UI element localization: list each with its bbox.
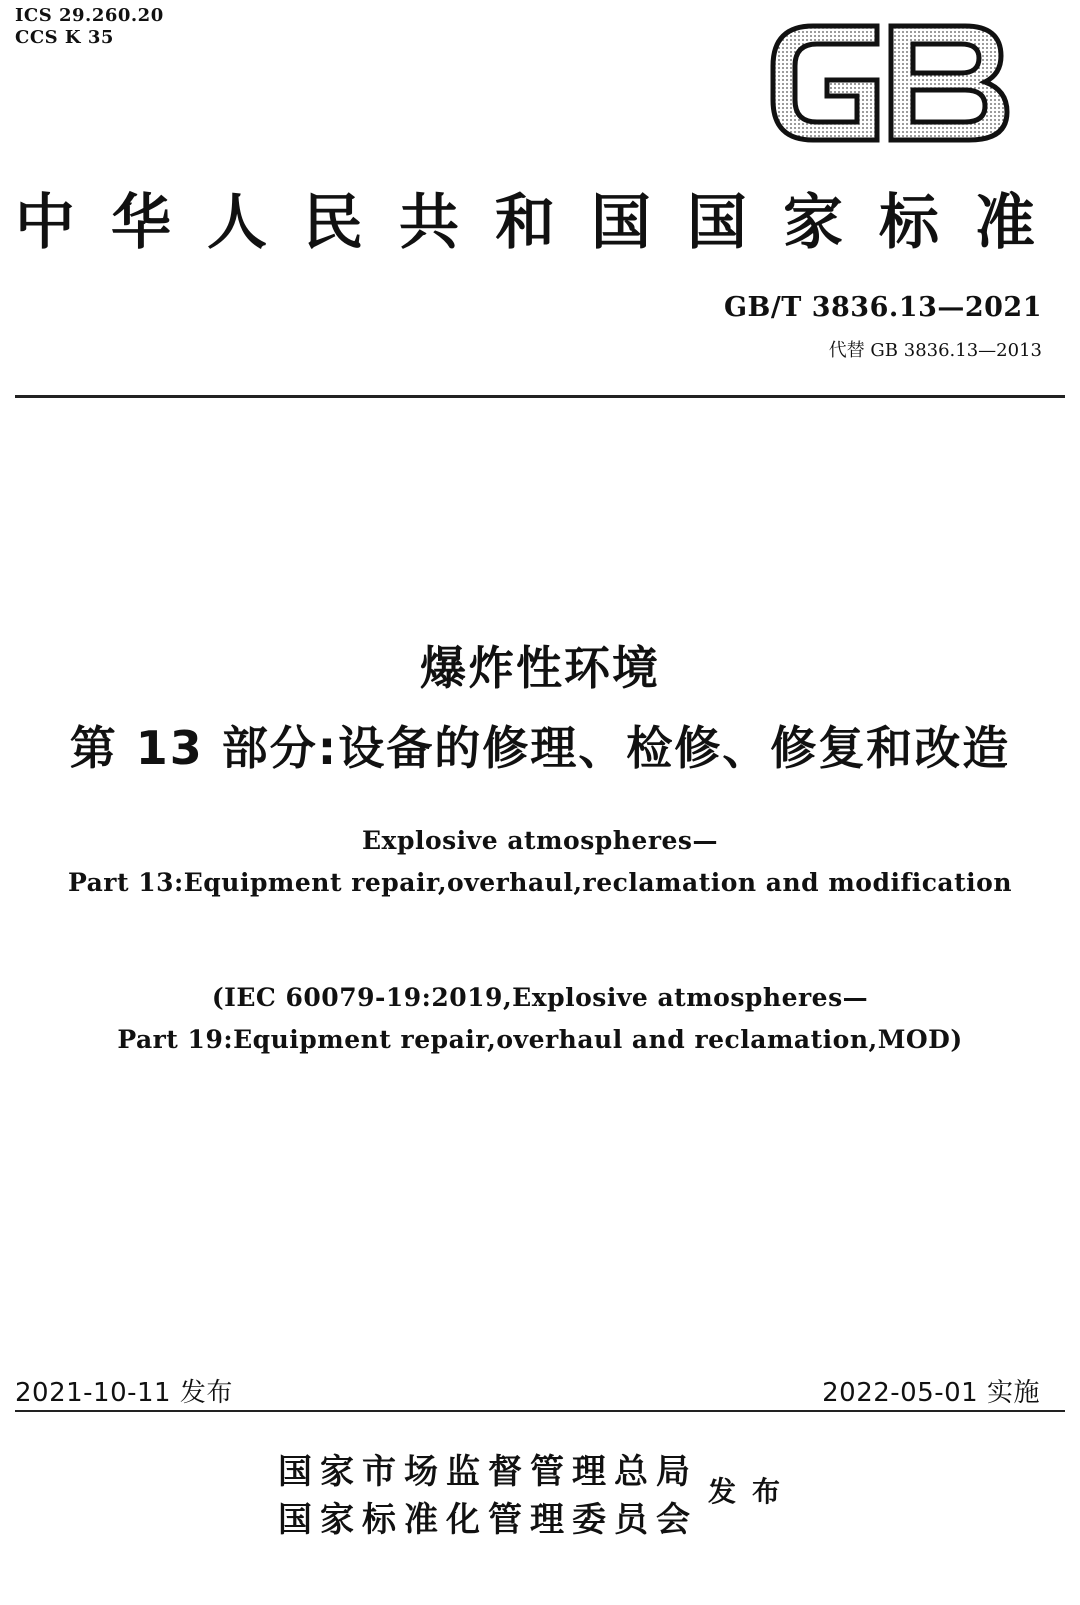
iec-reference-line-1: (IEC 60079-19:2019,Explosive atmospheres— — [211, 983, 869, 1012]
english-title-line-1: Explosive atmospheres— — [362, 826, 718, 855]
publisher-samr: 国家市场监督管理总局 — [278, 1452, 698, 1492]
logo-letter-g — [773, 26, 877, 140]
publishers-block — [278, 1448, 698, 1544]
chinese-title-line-2: 第 13 部分:设备的修理、检修、修复和改造 — [69, 721, 1011, 775]
standard-number: GB/T 3836.13—2021 — [724, 292, 1042, 323]
implementation-date: 2022-05-01 实施 — [822, 1378, 1040, 1408]
english-title-line-2: Part 13:Equipment repair,overhaul,reclamation and modification — [67, 868, 1013, 897]
footer-divider — [15, 1410, 1065, 1412]
replaces-standard: 代替 GB 3836.13—2013 — [828, 340, 1042, 361]
publish-label: 发布 — [708, 1475, 797, 1508]
gb-logo — [765, 18, 1015, 148]
ics-code: ICS 29.260.20 — [15, 5, 164, 26]
header-divider — [15, 395, 1065, 398]
chinese-title-line-1: 爆炸性环境 — [420, 641, 660, 695]
national-standard-title: 中华人民共和国国家标准 — [15, 188, 1071, 258]
ccs-code: CCS K 35 — [15, 27, 114, 48]
issue-date: 2021-10-11 发布 — [15, 1378, 233, 1408]
iec-reference-line-2: Part 19:Equipment repair,overhaul and reclamation,MOD) — [117, 1025, 963, 1054]
publisher-sac: 国家标准化管理委员会 — [278, 1500, 698, 1540]
logo-letter-b — [891, 26, 1007, 140]
